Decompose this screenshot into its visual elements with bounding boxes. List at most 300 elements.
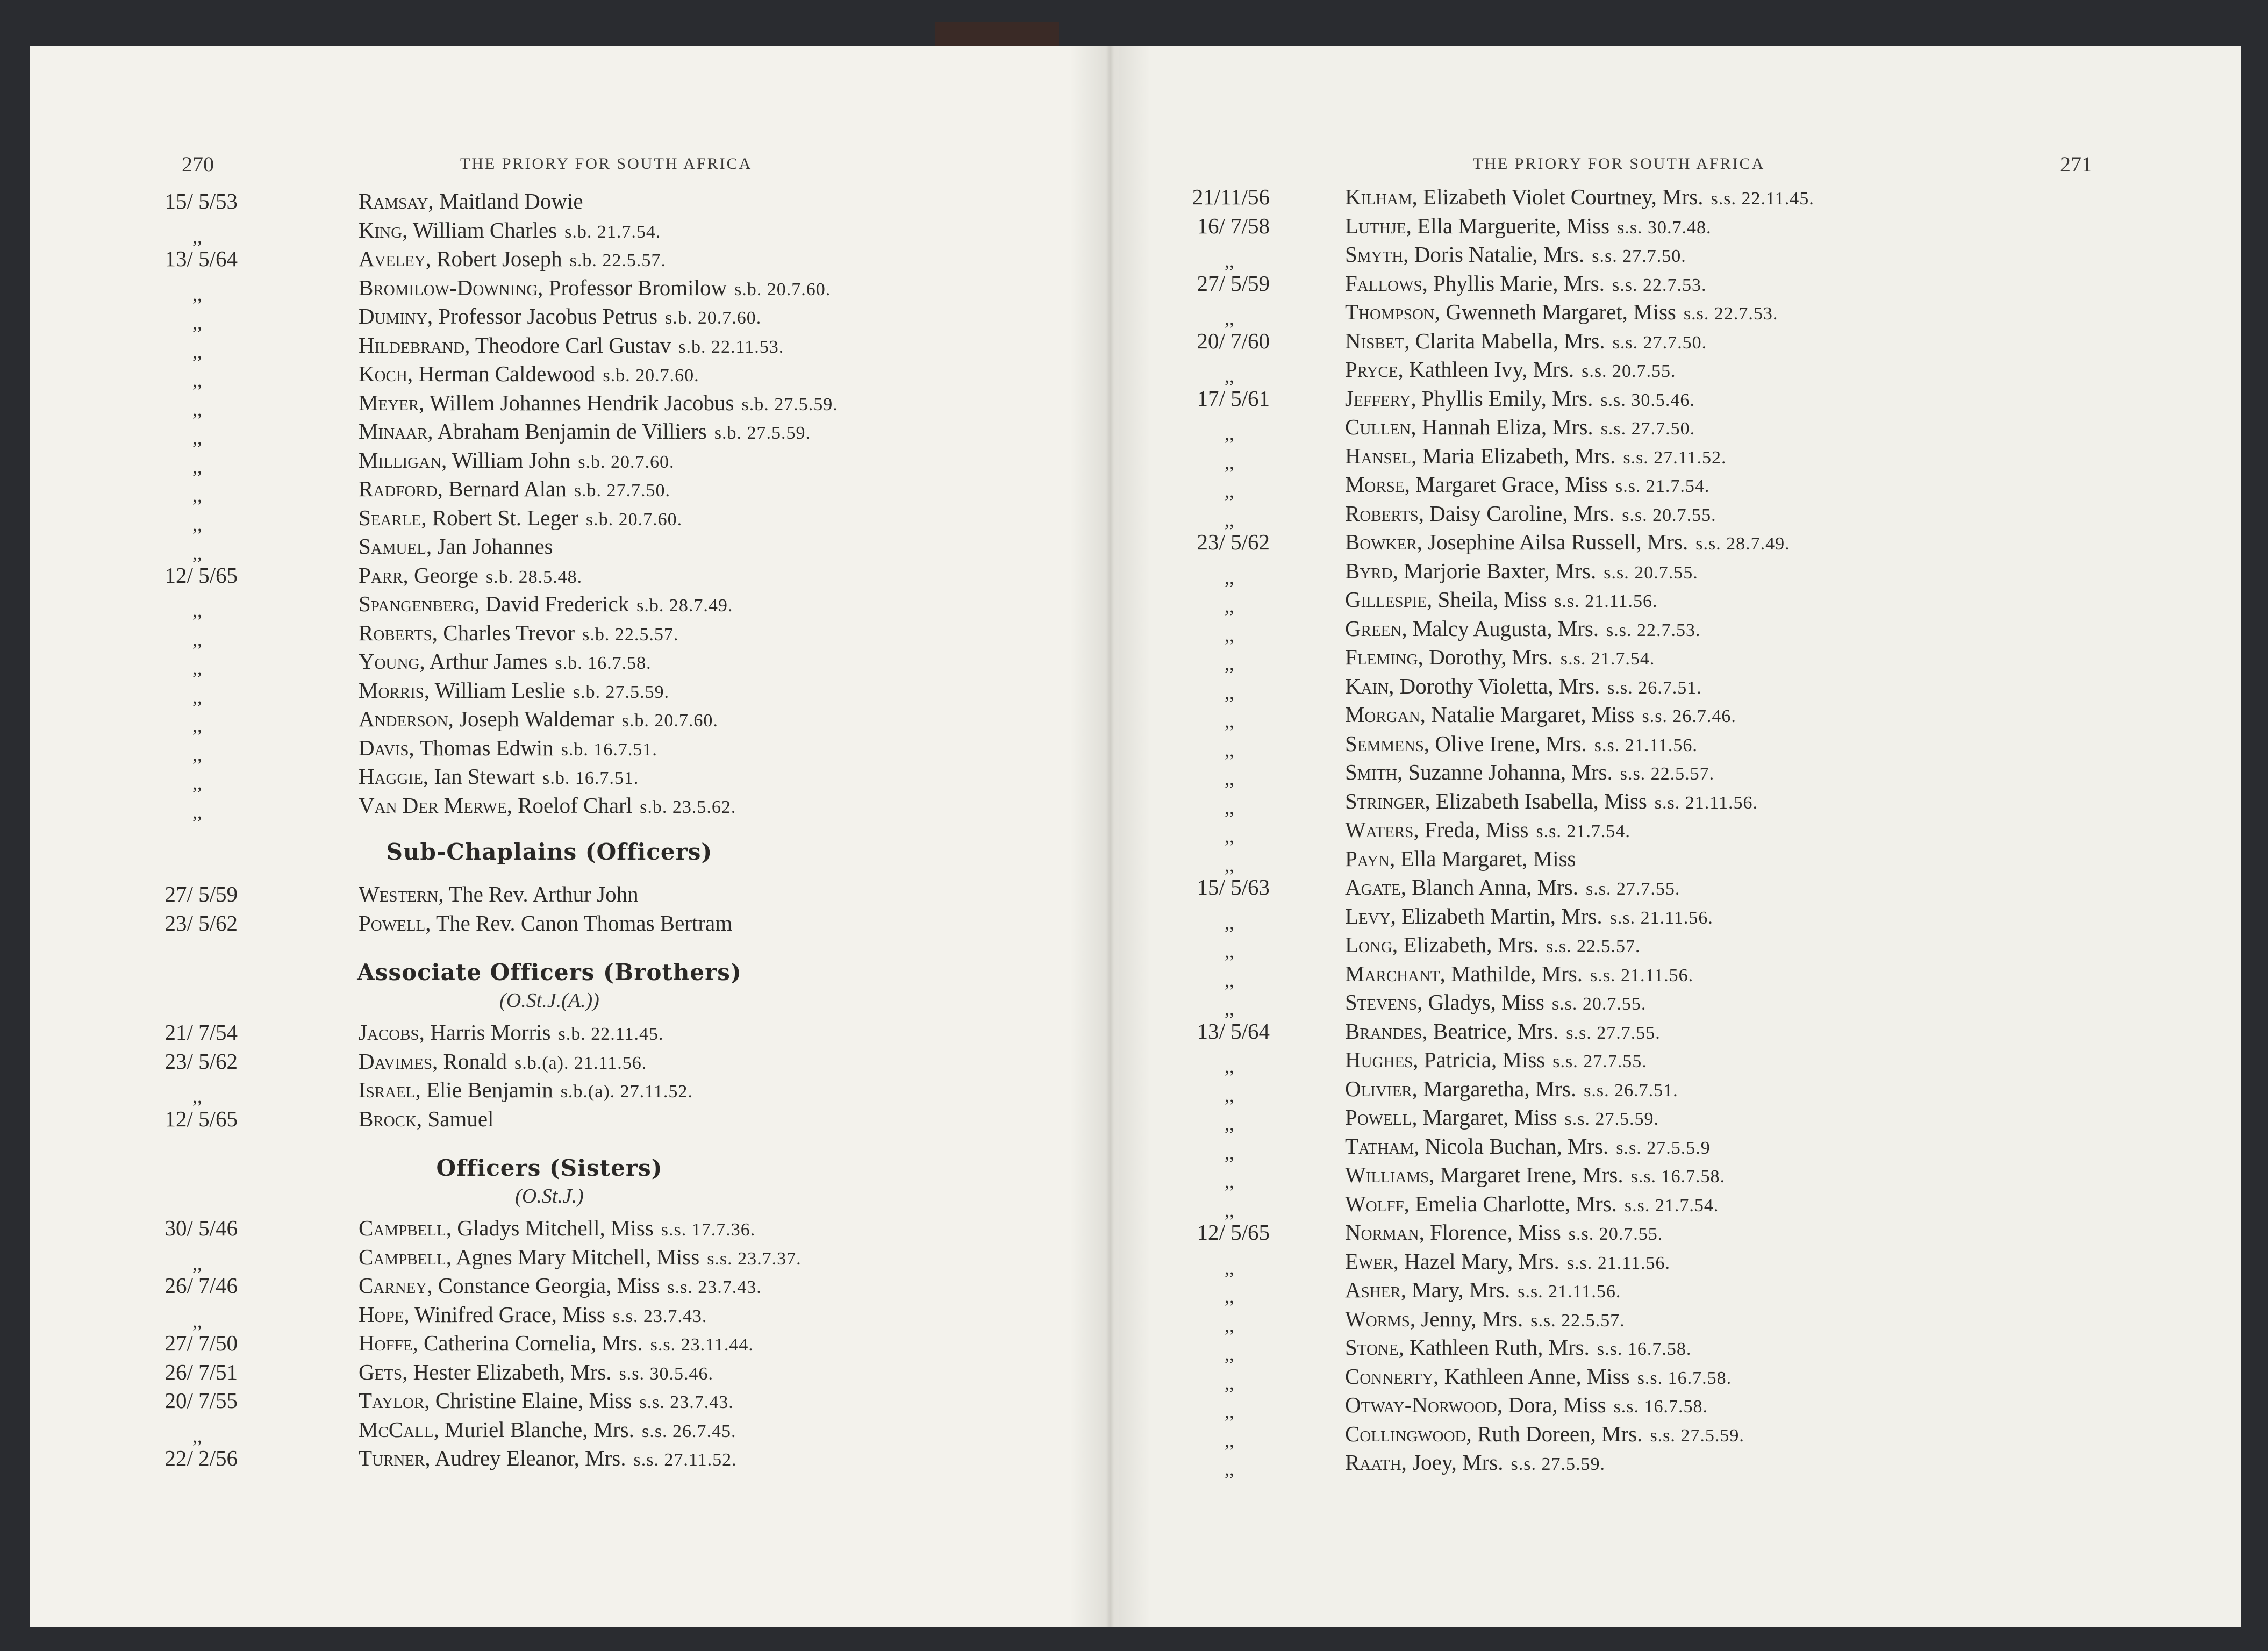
entry-given-names: Daisy Caroline, Mrs. bbox=[1429, 501, 1615, 526]
entry-name bbox=[359, 446, 674, 477]
entry-date: ,, bbox=[1225, 480, 1234, 502]
list-entry bbox=[146, 762, 1060, 794]
entry-name bbox=[359, 1358, 713, 1389]
entry-surname: Turner, bbox=[359, 1446, 431, 1470]
entry-given-names: Natalie Margaret, Miss bbox=[1431, 702, 1635, 727]
entry-surname: Semmens, bbox=[1345, 731, 1430, 756]
entry-date: 27/ 5/59 bbox=[1197, 270, 1270, 296]
running-head: THE PRIORY FOR SOUTH AFRICA bbox=[1473, 155, 1765, 173]
entry-given-names: Audrey Eleanor, Mrs. bbox=[434, 1446, 626, 1470]
entry-honour: s.b. 20.7.60. bbox=[578, 452, 675, 472]
list-entry bbox=[146, 1386, 1060, 1416]
entry-honour: s.s. 27.7.55. bbox=[1566, 1023, 1661, 1043]
entry-honour: s.b. 20.7.60. bbox=[603, 366, 699, 385]
entry-surname: Jeffery, bbox=[1345, 385, 1416, 411]
entry-date: ,, bbox=[192, 513, 202, 535]
entry-honour: s.s. 27.7.55. bbox=[1552, 1052, 1647, 1071]
entry-date: ,, bbox=[1225, 1170, 1234, 1192]
entry-surname: Asher, bbox=[1345, 1277, 1406, 1302]
entry-surname: Williams, bbox=[1345, 1162, 1435, 1187]
entry-date: ,, bbox=[192, 427, 202, 448]
entry-name bbox=[359, 1243, 802, 1274]
list-entry bbox=[146, 734, 1060, 763]
entry-date: ,, bbox=[1225, 1055, 1234, 1077]
entry-name bbox=[1345, 1276, 1621, 1306]
list-entry bbox=[146, 1214, 1060, 1243]
list-entry bbox=[146, 1416, 1060, 1445]
entry-given-names: Nicola Buchan, Mrs. bbox=[1425, 1133, 1609, 1159]
entry-honour: s.b. 16.7.58. bbox=[555, 653, 652, 673]
entry-given-names: Beatrice, Mrs. bbox=[1433, 1018, 1559, 1044]
entry-honour: s.s. 26.7.51. bbox=[1607, 677, 1702, 698]
page-number: 271 bbox=[2060, 152, 2092, 176]
entry-date: ,, bbox=[1225, 940, 1234, 962]
entry-given-names: Clarita Mabella, Mrs. bbox=[1415, 328, 1605, 353]
entry-date: ,, bbox=[1225, 1314, 1234, 1336]
entry-given-names: Jenny, Mrs. bbox=[1421, 1306, 1523, 1331]
entry-surname: Smyth, bbox=[1345, 242, 1409, 267]
entry-honour: s.b. 16.7.51. bbox=[542, 768, 639, 788]
entry-date: ,, bbox=[1225, 1400, 1234, 1422]
left-page bbox=[30, 46, 1121, 1627]
entry-surname: Duminy, bbox=[359, 304, 433, 328]
list-entry bbox=[1178, 212, 2200, 241]
entry-honour: s.s. 21.11.56. bbox=[1566, 1253, 1670, 1273]
entry-surname: Levy, bbox=[1345, 903, 1396, 928]
entry-date: 15/ 5/53 bbox=[164, 189, 238, 213]
entry-given-names: Abraham Benjamin de Villiers bbox=[437, 419, 707, 444]
entry-given-names: Winifred Grace, Miss bbox=[414, 1302, 605, 1327]
entry-name bbox=[1345, 298, 1778, 328]
list-entry bbox=[146, 1076, 1060, 1105]
entry-given-names: Professor Jacobus Petrus bbox=[438, 304, 658, 328]
entry-date: 21/11/56 bbox=[1192, 184, 1270, 209]
list-entry bbox=[1178, 1448, 2200, 1480]
list-entry bbox=[1178, 183, 2200, 212]
entry-date: ,, bbox=[1225, 768, 1234, 789]
officers-brothers-list bbox=[146, 187, 1060, 823]
entry-surname: Luthje, bbox=[1345, 213, 1412, 238]
list-entry bbox=[146, 909, 1060, 938]
entry-name bbox=[1345, 269, 1707, 300]
entry-honour: s.b. 22.11.45. bbox=[558, 1024, 664, 1044]
entry-surname: Van Der Merwe, bbox=[359, 792, 512, 818]
list-entry bbox=[1178, 384, 2200, 413]
entry-given-names: Theodore Carl Gustav bbox=[475, 332, 671, 358]
list-entry bbox=[1178, 614, 2200, 644]
entry-given-names: Joseph Waldemar bbox=[459, 706, 614, 731]
entry-honour: s.s. 21.7.54. bbox=[1560, 649, 1655, 669]
entry-honour: s.s. 17.7.36. bbox=[661, 1220, 756, 1240]
entry-given-names: Ruth Doreen, Mrs. bbox=[1477, 1421, 1643, 1446]
entry-date: ,, bbox=[192, 542, 202, 563]
list-entry bbox=[1178, 1075, 2200, 1104]
entry-date: 13/ 5/64 bbox=[1197, 1018, 1270, 1044]
entry-date: ,, bbox=[192, 1310, 202, 1332]
entry-surname: Kain, bbox=[1345, 673, 1394, 698]
entry-date: 27/ 5/59 bbox=[164, 882, 238, 906]
entry-given-names: Mary, Mrs. bbox=[1412, 1277, 1511, 1302]
entry-name bbox=[1345, 614, 1701, 645]
list-entry bbox=[1178, 787, 2200, 816]
entry-name bbox=[359, 762, 639, 793]
entry-given-names: Dora, Miss bbox=[1508, 1392, 1606, 1417]
entry-surname: Payn, bbox=[1345, 846, 1396, 871]
entry-surname: Campbell, bbox=[359, 1244, 452, 1269]
list-entry bbox=[1178, 643, 2200, 672]
page-number: 270 bbox=[182, 152, 214, 176]
entry-given-names: Gladys, Miss bbox=[1428, 990, 1544, 1014]
entry-given-names: Florence, Miss bbox=[1430, 1220, 1561, 1245]
entry-surname: Worms, bbox=[1345, 1306, 1416, 1331]
entry-given-names: Maitland Dowie bbox=[439, 189, 583, 213]
entry-honour: s.b.(a). 21.11.56. bbox=[514, 1053, 647, 1073]
entry-surname: Green, bbox=[1345, 616, 1407, 641]
entry-given-names: Roelof Charl bbox=[518, 792, 633, 818]
list-entry bbox=[146, 1358, 1060, 1387]
entry-honour: s.s. 22.11.45. bbox=[1711, 189, 1814, 209]
entry-surname: Western, bbox=[359, 882, 444, 906]
entry-honour: s.s. 23.11.44. bbox=[650, 1335, 754, 1355]
entry-surname: Kilham, bbox=[1345, 184, 1418, 209]
entry-date: ,, bbox=[1225, 653, 1234, 674]
entry-surname: Agate, bbox=[1345, 875, 1406, 899]
list-entry bbox=[146, 676, 1060, 705]
entry-given-names: Suzanne Johanna, Mrs. bbox=[1408, 760, 1613, 784]
entry-given-names: Elizabeth Martin, Mrs. bbox=[1401, 903, 1602, 928]
list-entry bbox=[1178, 816, 2200, 845]
entry-surname: Ramsay, bbox=[359, 189, 434, 213]
entry-name bbox=[1345, 1218, 1663, 1249]
list-entry bbox=[146, 791, 1060, 823]
list-entry bbox=[146, 1300, 1060, 1330]
section-heading-sub-chaplains: Sub-Chaplains (Officers) bbox=[386, 839, 713, 865]
entry-name bbox=[1345, 384, 1695, 415]
entry-name bbox=[359, 475, 670, 505]
entry-date: ,, bbox=[1225, 969, 1234, 991]
entry-name bbox=[1345, 1333, 1691, 1364]
entry-name bbox=[1345, 1017, 1661, 1048]
entry-name bbox=[1345, 413, 1695, 444]
list-entry bbox=[146, 647, 1060, 676]
entry-name bbox=[359, 880, 639, 909]
list-entry bbox=[146, 1105, 1060, 1134]
entry-name bbox=[359, 647, 652, 678]
entry-surname: Koch, bbox=[359, 361, 413, 386]
entry-name bbox=[359, 360, 699, 390]
entry-date: ,, bbox=[1225, 1371, 1234, 1393]
entry-date: ,, bbox=[192, 369, 202, 391]
entry-date: ,, bbox=[1225, 681, 1234, 703]
entry-surname: Fleming, bbox=[1345, 645, 1423, 669]
entry-date: ,, bbox=[1225, 710, 1234, 732]
list-entry bbox=[146, 1271, 1060, 1300]
entry-surname: Gets, bbox=[359, 1359, 408, 1384]
entry-surname: Stringer, bbox=[1345, 788, 1430, 813]
entry-name bbox=[359, 1076, 693, 1106]
entry-date: ,, bbox=[1225, 739, 1234, 761]
list-entry bbox=[146, 880, 1060, 909]
entry-given-names: Elie Benjamin bbox=[426, 1077, 553, 1102]
entry-given-names: Dorothy, Mrs. bbox=[1429, 645, 1553, 669]
entry-name bbox=[1345, 643, 1655, 674]
list-entry bbox=[1178, 470, 2200, 502]
entry-given-names: Josephine Ailsa Russell, Mrs. bbox=[1428, 530, 1689, 554]
entry-surname: Smith, bbox=[1345, 760, 1403, 784]
list-entry bbox=[1178, 355, 2200, 387]
list-entry bbox=[146, 1329, 1060, 1358]
entry-surname: Olivier, bbox=[1345, 1076, 1418, 1101]
entry-name bbox=[1345, 1075, 1678, 1105]
entry-name bbox=[359, 389, 838, 419]
entry-surname: Tatham, bbox=[1345, 1133, 1420, 1159]
entry-name bbox=[359, 1018, 663, 1049]
entry-given-names: George bbox=[413, 562, 478, 588]
list-entry bbox=[146, 446, 1060, 475]
entry-given-names: Margaret, Miss bbox=[1422, 1105, 1557, 1130]
entry-given-names: Willem Johannes Hendrik Jacobus bbox=[429, 390, 734, 415]
entry-honour: s.s. 21.11.56. bbox=[1654, 792, 1758, 813]
entry-date: ,, bbox=[1225, 365, 1234, 387]
entry-honour: s.s. 26.7.45. bbox=[642, 1421, 736, 1441]
entry-surname: Parr, bbox=[359, 562, 409, 588]
entry-given-names: Dorothy Violetta, Mrs. bbox=[1399, 673, 1600, 698]
entry-given-names: Christine Elaine, Miss bbox=[435, 1388, 632, 1413]
entry-honour: s.b. 28.5.48. bbox=[485, 567, 583, 587]
entry-given-names: Ella Marguerite, Miss bbox=[1417, 213, 1610, 238]
entry-honour: s.s. 21.11.56. bbox=[1609, 907, 1713, 928]
entry-date: ,, bbox=[1225, 1084, 1234, 1106]
entry-honour: s.s. 23.7.43. bbox=[667, 1277, 762, 1297]
entry-surname: Campbell, bbox=[359, 1216, 452, 1240]
list-entry bbox=[146, 561, 1060, 590]
entry-date: 12/ 5/65 bbox=[164, 562, 238, 588]
entry-surname: Searle, bbox=[359, 505, 427, 530]
entry-name bbox=[359, 676, 669, 707]
entry-honour: s.s. 23.7.43. bbox=[639, 1392, 734, 1412]
entry-given-names: William Charles bbox=[412, 217, 557, 242]
entry-date: ,, bbox=[1225, 1285, 1234, 1307]
entry-honour: s.s. 27.5.59. bbox=[1650, 1425, 1744, 1446]
list-entry bbox=[146, 1018, 1060, 1047]
entry-date: 26/ 7/51 bbox=[164, 1359, 238, 1384]
entry-surname: Long, bbox=[1345, 932, 1398, 957]
entry-name bbox=[1345, 528, 1790, 559]
list-entry bbox=[1178, 1391, 2200, 1420]
entry-surname: Spangenberg, bbox=[359, 591, 480, 616]
entry-name bbox=[359, 532, 553, 561]
entry-surname: Thompson, bbox=[1345, 299, 1441, 324]
entry-surname: Fallows, bbox=[1345, 270, 1428, 296]
entry-date: ,, bbox=[192, 685, 202, 707]
entry-name bbox=[1345, 240, 1686, 271]
entry-honour: s.s. 27.7.55. bbox=[1585, 879, 1680, 899]
entry-given-names: Herman Caldewood bbox=[418, 361, 596, 386]
entry-surname: King, bbox=[359, 217, 408, 242]
entry-surname: Powell, bbox=[359, 910, 431, 935]
entry-name bbox=[359, 1386, 734, 1417]
entry-date: ,, bbox=[1225, 1113, 1234, 1134]
entry-honour: s.s. 30.5.46. bbox=[619, 1363, 714, 1384]
entry-date: ,, bbox=[192, 283, 202, 305]
list-entry bbox=[1178, 1247, 2200, 1276]
entry-honour: s.s. 23.7.37. bbox=[707, 1248, 802, 1269]
entry-date: ,, bbox=[1225, 1199, 1234, 1221]
entry-name bbox=[359, 1105, 493, 1134]
entry-surname: Morse, bbox=[1345, 472, 1410, 497]
entry-honour: s.s. 21.7.54. bbox=[1615, 476, 1710, 496]
entry-honour: s.s. 22.5.57. bbox=[1530, 1310, 1625, 1331]
entry-name bbox=[359, 909, 732, 938]
section-subheading-associate: (O.St.J.(A.)) bbox=[499, 989, 599, 1012]
entry-name bbox=[1345, 1305, 1625, 1335]
entry-date: ,, bbox=[1225, 509, 1234, 531]
entry-honour: s.b. 20.7.60. bbox=[621, 711, 718, 731]
entry-surname: Collingwood, bbox=[1345, 1421, 1472, 1446]
entry-date: ,, bbox=[1225, 1343, 1234, 1364]
entry-given-names: Blanch Anna, Mrs. bbox=[1412, 875, 1578, 899]
entry-honour: s.s. 22.7.53. bbox=[1683, 304, 1778, 324]
entry-name bbox=[1345, 1448, 1605, 1479]
list-entry bbox=[146, 1444, 1060, 1473]
entry-honour: s.s. 27.5.59. bbox=[1511, 1454, 1605, 1474]
entry-given-names: Freda, Miss bbox=[1424, 817, 1529, 842]
entry-name bbox=[359, 619, 678, 649]
entry-honour: s.s. 26.7.46. bbox=[1642, 706, 1736, 726]
entry-given-names: Arthur James bbox=[429, 649, 548, 674]
entry-name bbox=[1345, 730, 1698, 760]
entry-honour: s.s. 16.7.58. bbox=[1637, 1368, 1732, 1388]
entry-name bbox=[359, 302, 761, 333]
entry-surname: Raath, bbox=[1345, 1450, 1407, 1475]
entry-honour: s.b. 22.11.53. bbox=[678, 337, 784, 357]
entry-honour: s.s. 16.7.58. bbox=[1613, 1397, 1708, 1417]
entry-name bbox=[359, 187, 583, 216]
list-entry bbox=[146, 389, 1060, 418]
list-entry bbox=[1178, 1046, 2200, 1075]
list-entry bbox=[146, 274, 1060, 303]
associate-officers-list bbox=[146, 1018, 1060, 1133]
entry-date: ,, bbox=[192, 455, 202, 477]
list-entry bbox=[146, 619, 1060, 648]
entry-honour: s.s. 21.11.56. bbox=[1554, 591, 1658, 611]
entry-name bbox=[359, 216, 661, 247]
entry-surname: Brandes, bbox=[1345, 1018, 1428, 1044]
list-entry bbox=[1178, 902, 2200, 931]
entry-date: 20/ 7/60 bbox=[1197, 328, 1270, 353]
list-entry bbox=[1178, 1218, 2200, 1247]
list-entry bbox=[1178, 240, 2200, 269]
entry-name bbox=[1345, 672, 1702, 703]
sisters-list-continued bbox=[1178, 183, 2200, 1480]
list-entry bbox=[1178, 960, 2200, 989]
list-entry bbox=[1178, 528, 2200, 557]
entry-name bbox=[359, 1047, 647, 1078]
entry-honour: s.s. 22.7.53. bbox=[1606, 620, 1701, 640]
entry-given-names: Hannah Eliza, Mrs. bbox=[1421, 414, 1593, 439]
entry-surname: Cullen, bbox=[1345, 414, 1416, 439]
entry-surname: Samuel, bbox=[359, 534, 432, 559]
entry-given-names: Kathleen Ivy, Mrs. bbox=[1409, 357, 1575, 382]
entry-honour: s.s. 22.5.57. bbox=[1546, 937, 1641, 956]
entry-date: ,, bbox=[192, 225, 202, 247]
entry-given-names: Emelia Charlotte, Mrs. bbox=[1415, 1191, 1617, 1216]
entry-name bbox=[1345, 557, 1698, 588]
entry-given-names: Phyllis Emily, Mrs. bbox=[1421, 385, 1593, 411]
entry-surname: Bowker, bbox=[1345, 530, 1422, 554]
entry-name bbox=[1345, 816, 1630, 846]
entry-honour: s.s. 21.11.56. bbox=[1590, 965, 1694, 985]
entry-name bbox=[1345, 327, 1707, 358]
entry-date: ,, bbox=[1225, 595, 1234, 617]
entry-surname: Brock, bbox=[359, 1106, 423, 1131]
entry-given-names: Elizabeth Isabella, Miss bbox=[1435, 788, 1647, 813]
list-entry bbox=[1178, 442, 2200, 471]
entry-honour: s.s. 26.7.51. bbox=[1584, 1080, 1678, 1100]
entry-surname: Minaar, bbox=[359, 419, 433, 444]
entry-surname: Haggie, bbox=[359, 764, 429, 789]
entry-date: ,, bbox=[192, 657, 202, 678]
entry-surname: Connerty, bbox=[1345, 1363, 1439, 1389]
entry-honour: s.b. 28.7.49. bbox=[636, 596, 733, 616]
entry-given-names: Constance Georgia, Miss bbox=[438, 1273, 660, 1298]
entry-name bbox=[1345, 1161, 1725, 1191]
entry-name bbox=[359, 734, 657, 764]
entry-honour: s.s. 20.7.55. bbox=[1604, 562, 1698, 583]
entry-name bbox=[1345, 845, 1576, 874]
entry-date: ,, bbox=[1225, 1429, 1234, 1451]
entry-date: 17/ 5/61 bbox=[1197, 385, 1270, 411]
entry-date: 21/ 7/54 bbox=[164, 1020, 238, 1045]
entry-date: 23/ 5/62 bbox=[164, 910, 238, 935]
entry-surname: Norman, bbox=[1345, 1220, 1425, 1245]
list-entry bbox=[146, 1243, 1060, 1272]
entry-given-names: Jan Johannes bbox=[437, 534, 553, 559]
entry-honour: s.s. 27.7.50. bbox=[1600, 419, 1695, 439]
entry-surname: Young, bbox=[359, 649, 425, 674]
entry-name bbox=[359, 274, 831, 304]
entry-name bbox=[359, 1329, 754, 1360]
entry-given-names: Bernard Alan bbox=[448, 476, 567, 501]
entry-surname: Marchant, bbox=[1345, 961, 1446, 986]
entry-given-names: Maria Elizabeth, Mrs. bbox=[1422, 443, 1616, 468]
list-entry bbox=[1178, 327, 2200, 356]
list-entry bbox=[1178, 1190, 2200, 1219]
entry-name bbox=[1345, 1046, 1647, 1076]
list-entry bbox=[146, 504, 1060, 533]
entry-honour: s.b. 22.5.57. bbox=[582, 624, 679, 645]
list-entry bbox=[1178, 413, 2200, 442]
entry-given-names: David Frederick bbox=[485, 591, 629, 616]
entry-name bbox=[359, 590, 733, 620]
entry-surname: Davimes, bbox=[359, 1048, 438, 1074]
entry-date: 13/ 5/64 bbox=[164, 246, 238, 271]
entry-name bbox=[359, 1300, 707, 1331]
entry-surname: Radford, bbox=[359, 476, 443, 501]
entry-honour: s.b. 22.5.57. bbox=[569, 251, 666, 270]
entry-name bbox=[1345, 355, 1676, 386]
entry-name bbox=[1345, 499, 1716, 530]
entry-name bbox=[1345, 1391, 1708, 1421]
entry-honour: s.s. 27.11.52. bbox=[1623, 447, 1727, 468]
section-heading-associate-officers: Associate Officers (Brothers) bbox=[357, 959, 742, 985]
entry-name bbox=[1345, 701, 1736, 731]
entry-date: 12/ 5/65 bbox=[164, 1106, 238, 1131]
entry-given-names: Gladys Mitchell, Miss bbox=[457, 1216, 654, 1240]
entry-given-names: Hester Elizabeth, Mrs. bbox=[413, 1359, 612, 1384]
entry-given-names: Kathleen Ruth, Mrs. bbox=[1410, 1335, 1590, 1360]
entry-name bbox=[1345, 988, 1646, 1019]
